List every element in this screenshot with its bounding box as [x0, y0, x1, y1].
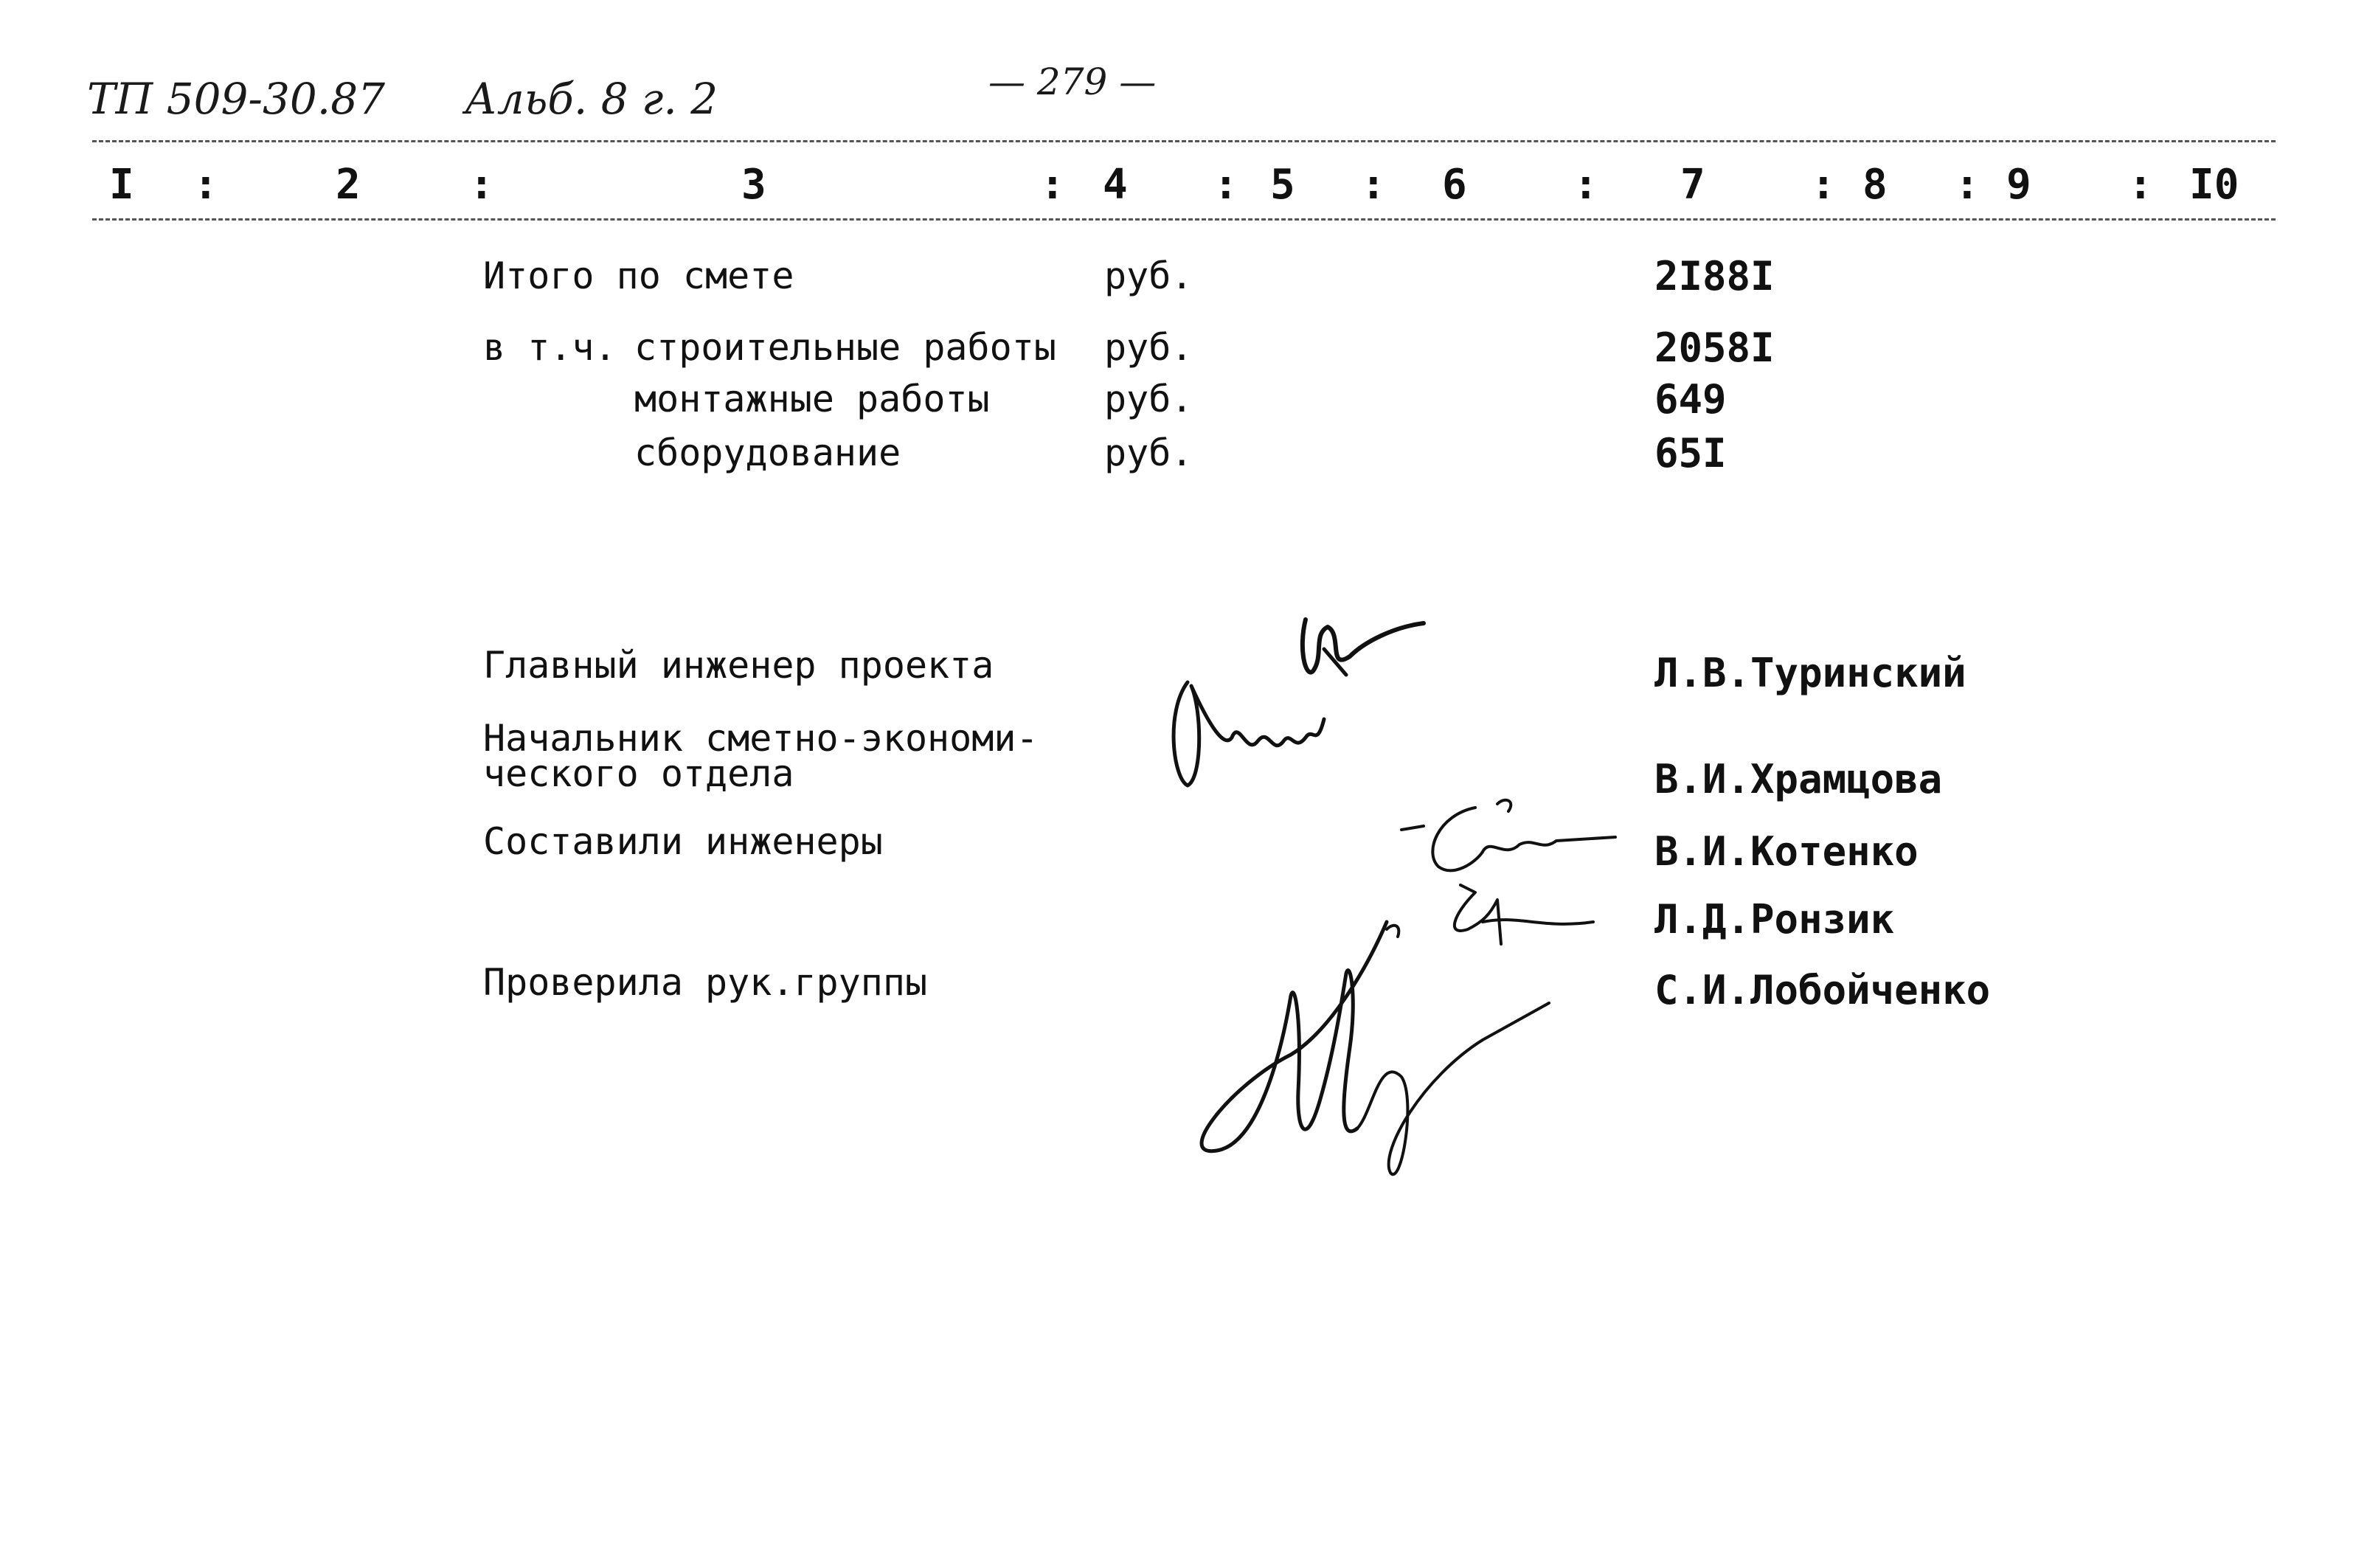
column-number: 3: [741, 161, 766, 209]
equipment-value: 65I: [1654, 430, 1727, 476]
column-number: 9: [2006, 161, 2031, 209]
compiled-name-1: В.И.Котенко: [1654, 828, 1919, 875]
header-bottom-rule: [92, 218, 2276, 221]
compiled-name-2: Л.Д.Ронзик: [1654, 896, 1895, 943]
album-reference: Альб. 8 г. 2: [465, 74, 718, 124]
column-separator: :: [1361, 161, 1386, 209]
column-number: 8: [1862, 161, 1888, 209]
checked-signature: [1180, 907, 1564, 1202]
head-dept-name: В.И.Храмцова: [1654, 756, 1943, 802]
column-number: I0: [2189, 161, 2239, 209]
header-top-rule: [92, 140, 2276, 142]
construction-works-unit: руб.: [1104, 326, 1193, 369]
column-number: 4: [1103, 161, 1128, 209]
total-value: 2I88I: [1654, 253, 1775, 299]
total-label: Итого по смете: [483, 254, 794, 297]
column-separator: :: [2128, 161, 2153, 209]
installation-works-label: монтажные работы: [634, 378, 990, 420]
column-separator: :: [1573, 161, 1598, 209]
column-number: 7: [1680, 161, 1705, 209]
page-number: — 279 —: [988, 60, 1157, 103]
column-number: I: [109, 161, 134, 209]
construction-works-value: 2058I: [1654, 325, 1775, 371]
checked-title: Проверила рук.группы: [483, 961, 928, 1004]
total-unit: руб.: [1104, 254, 1193, 297]
column-separator: :: [1040, 161, 1065, 209]
equipment-label: сборудование: [634, 431, 901, 474]
project-code: ТП 509-30.87: [87, 74, 386, 124]
column-separator: :: [193, 161, 218, 209]
compiled-title: Составили инженеры: [483, 820, 883, 863]
construction-works-label: строительные работы: [634, 326, 1056, 369]
head-dept-signature: [1158, 667, 1328, 800]
column-separator: :: [469, 161, 494, 209]
column-separator: :: [1213, 161, 1238, 209]
column-separator: :: [1811, 161, 1836, 209]
column-number: 6: [1442, 161, 1467, 209]
checked-name: С.И.Лобойченко: [1654, 967, 1991, 1013]
chief-engineer-name: Л.В.Туринский: [1654, 650, 1966, 696]
chief-engineer-title: Главный инженер проекта: [483, 644, 994, 687]
head-dept-title-line2: ческого отдела: [483, 752, 794, 795]
installation-works-unit: руб.: [1104, 378, 1193, 420]
column-separator: :: [1955, 161, 1980, 209]
head-dept-title-line1: Начальник сметно-экономи-: [483, 717, 1039, 760]
column-number: 5: [1270, 161, 1295, 209]
column-number: 2: [336, 161, 361, 209]
including-prefix: в т.ч.: [483, 326, 617, 369]
installation-works-value: 649: [1654, 376, 1727, 423]
equipment-unit: руб.: [1104, 431, 1193, 474]
